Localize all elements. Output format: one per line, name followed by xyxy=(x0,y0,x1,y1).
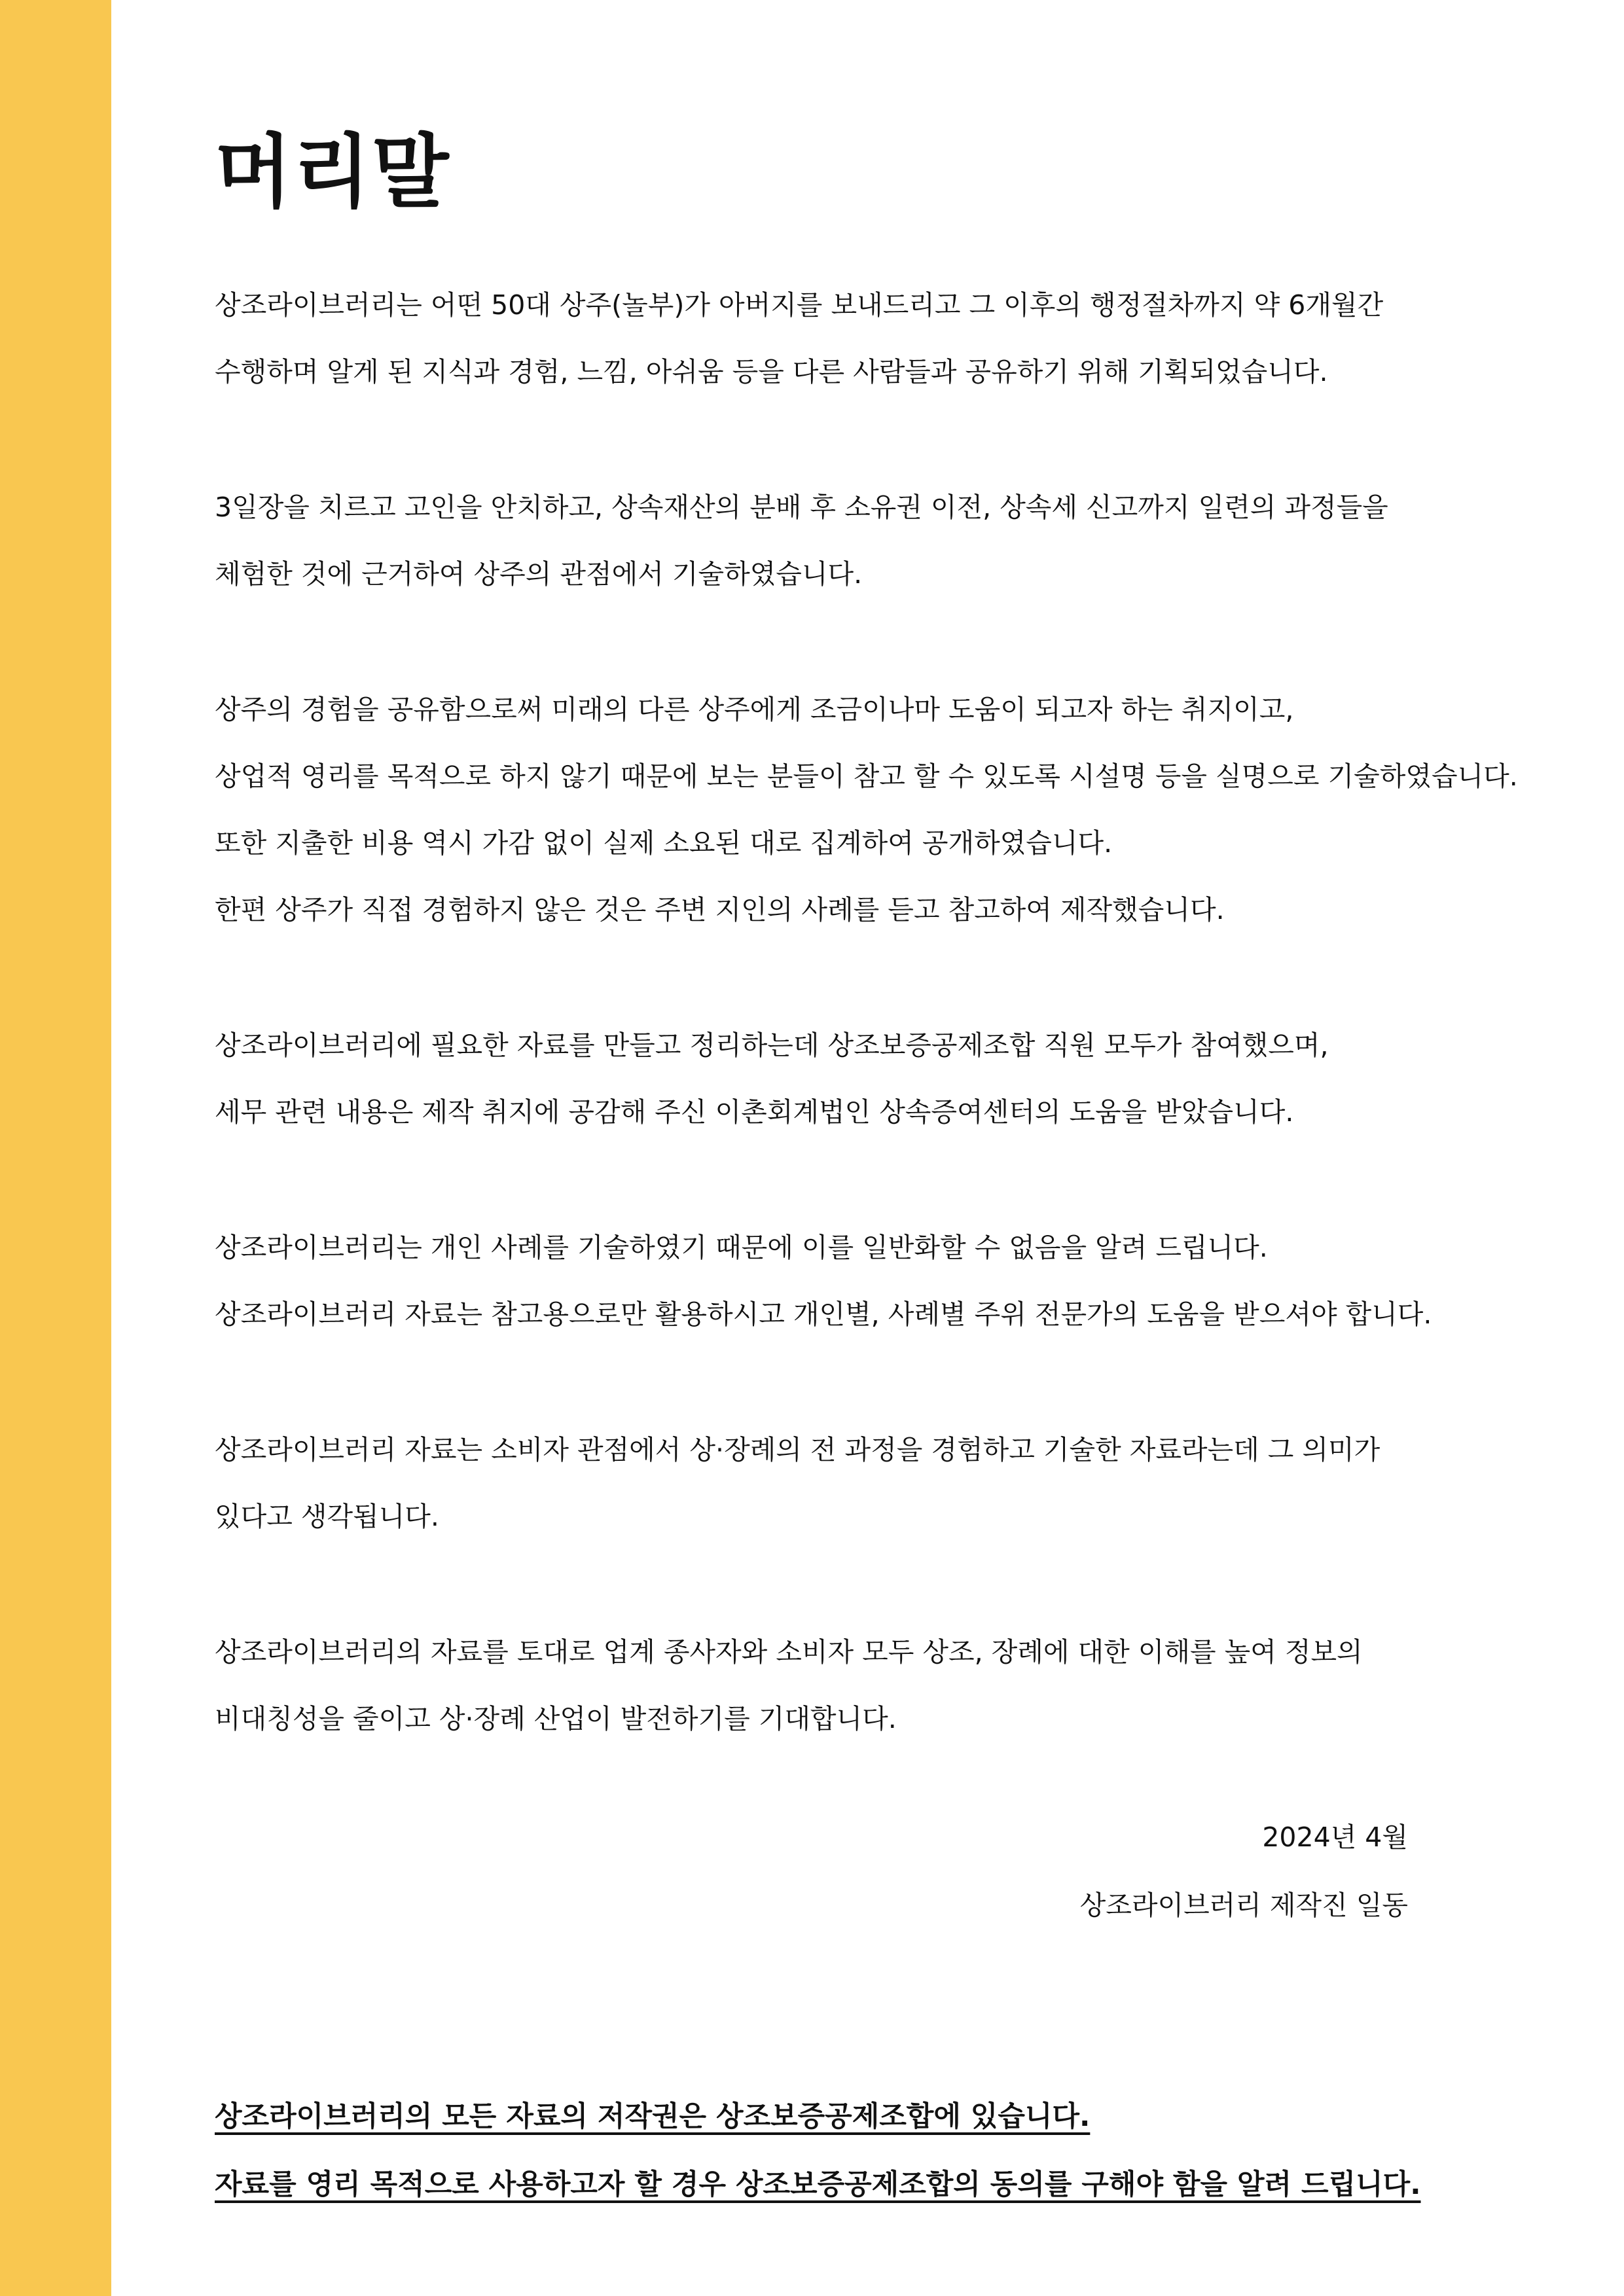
paragraph-line: 상조라이브러리는 개인 사례를 기술하였기 때문에 이를 일반화할 수 없음을 알려 드립니다. xyxy=(215,1232,1268,1263)
paragraph-line: 상주의 경험을 공유함으로써 미래의 다른 상주에게 조금이나마 도움이 되고자 하는 취지이고, xyxy=(215,694,1294,725)
paragraph-line: 수행하며 알게 된 지식과 경험, 느낌, 아쉬움 등을 다른 사람들과 공유하기 위해 기획되었습니다. xyxy=(215,356,1328,387)
signature-author: 상조라이브러리 제작진 일동 xyxy=(1079,1890,1408,1921)
side-stripe xyxy=(0,0,111,2296)
consent-line: 자료를 영리 목적으로 사용하고자 할 경우 상조보증공제조합의 동의를 구해야 함을 알려 드립니다. xyxy=(215,2168,1421,2201)
paragraph-line: 상조라이브러리는 어떤 50대 상주(놀부)가 아버지를 보내드리고 그 이후의 행정절차까지 약 6개월간 xyxy=(215,289,1384,321)
paragraph-line: 한편 상주가 직접 경험하지 않은 것은 주변 지인의 사례를 듣고 참고하여 제작했습니다. xyxy=(215,894,1225,925)
copyright-notice xyxy=(215,2083,1421,2219)
paragraph-line: 3일장을 치르고 고인을 안치하고, 상속재산의 분배 후 소유권 이전, 상속세 신고까지 일련의 과정들을 xyxy=(215,492,1388,523)
paragraph-line: 비대칭성을 줄이고 상·장례 산업이 발전하기를 기대합니다. xyxy=(215,1703,897,1734)
paragraph-line: 있다고 생각됩니다. xyxy=(215,1501,439,1532)
paragraph-line: 또한 지출한 비용 역시 가감 없이 실제 소요된 대로 집계하여 공개하였습니다. xyxy=(215,827,1113,859)
paragraph-line: 상조라이브러리의 자료를 토대로 업계 종사자와 소비자 모두 상조, 장례에 대한 이해를 높여 정보의 xyxy=(215,1636,1363,1668)
paragraph-2 xyxy=(215,474,1550,607)
paragraph-1 xyxy=(215,272,1550,405)
paragraph-line: 세무 관련 내용은 제작 취지에 공감해 주신 이촌회계법인 상속증여센터의 도움을 받았습니다. xyxy=(215,1096,1294,1128)
paragraph-line: 상조라이브러리 자료는 소비자 관점에서 상·장례의 전 과정을 경험하고 기술한 자료라는데 그 의미가 xyxy=(215,1434,1380,1465)
paragraph-4 xyxy=(215,1012,1550,1145)
preface-body xyxy=(215,272,1550,1821)
paragraph-7 xyxy=(215,1619,1550,1752)
paragraph-3 xyxy=(215,676,1550,943)
signature-date: 2024년 4월 xyxy=(1262,1821,1408,1853)
paragraph-line: 상업적 영리를 목적으로 하지 않기 때문에 보는 분들이 참고 할 수 있도록 시설명 등을 실명으로 기술하였습니다. xyxy=(215,761,1518,792)
paragraph-line: 체험한 것에 근거하여 상주의 관점에서 기술하였습니다. xyxy=(215,558,863,590)
paragraph-5 xyxy=(215,1214,1550,1348)
page-title: 머리말 xyxy=(215,126,450,219)
signature-block xyxy=(1080,1803,1408,1939)
paragraph-line: 상조라이브러리 자료는 참고용으로만 활용하시고 개인별, 사례별 주위 전문가의 도움을 받으셔야 합니다. xyxy=(215,1299,1432,1330)
copyright-line: 상조라이브러리의 모든 자료의 저작권은 상조보증공제조합에 있습니다. xyxy=(215,2100,1091,2133)
paragraph-6 xyxy=(215,1416,1550,1550)
paragraph-line: 상조라이브러리에 필요한 자료를 만들고 정리하는데 상조보증공제조합 직원 모두가 참여했으며, xyxy=(215,1030,1329,1061)
